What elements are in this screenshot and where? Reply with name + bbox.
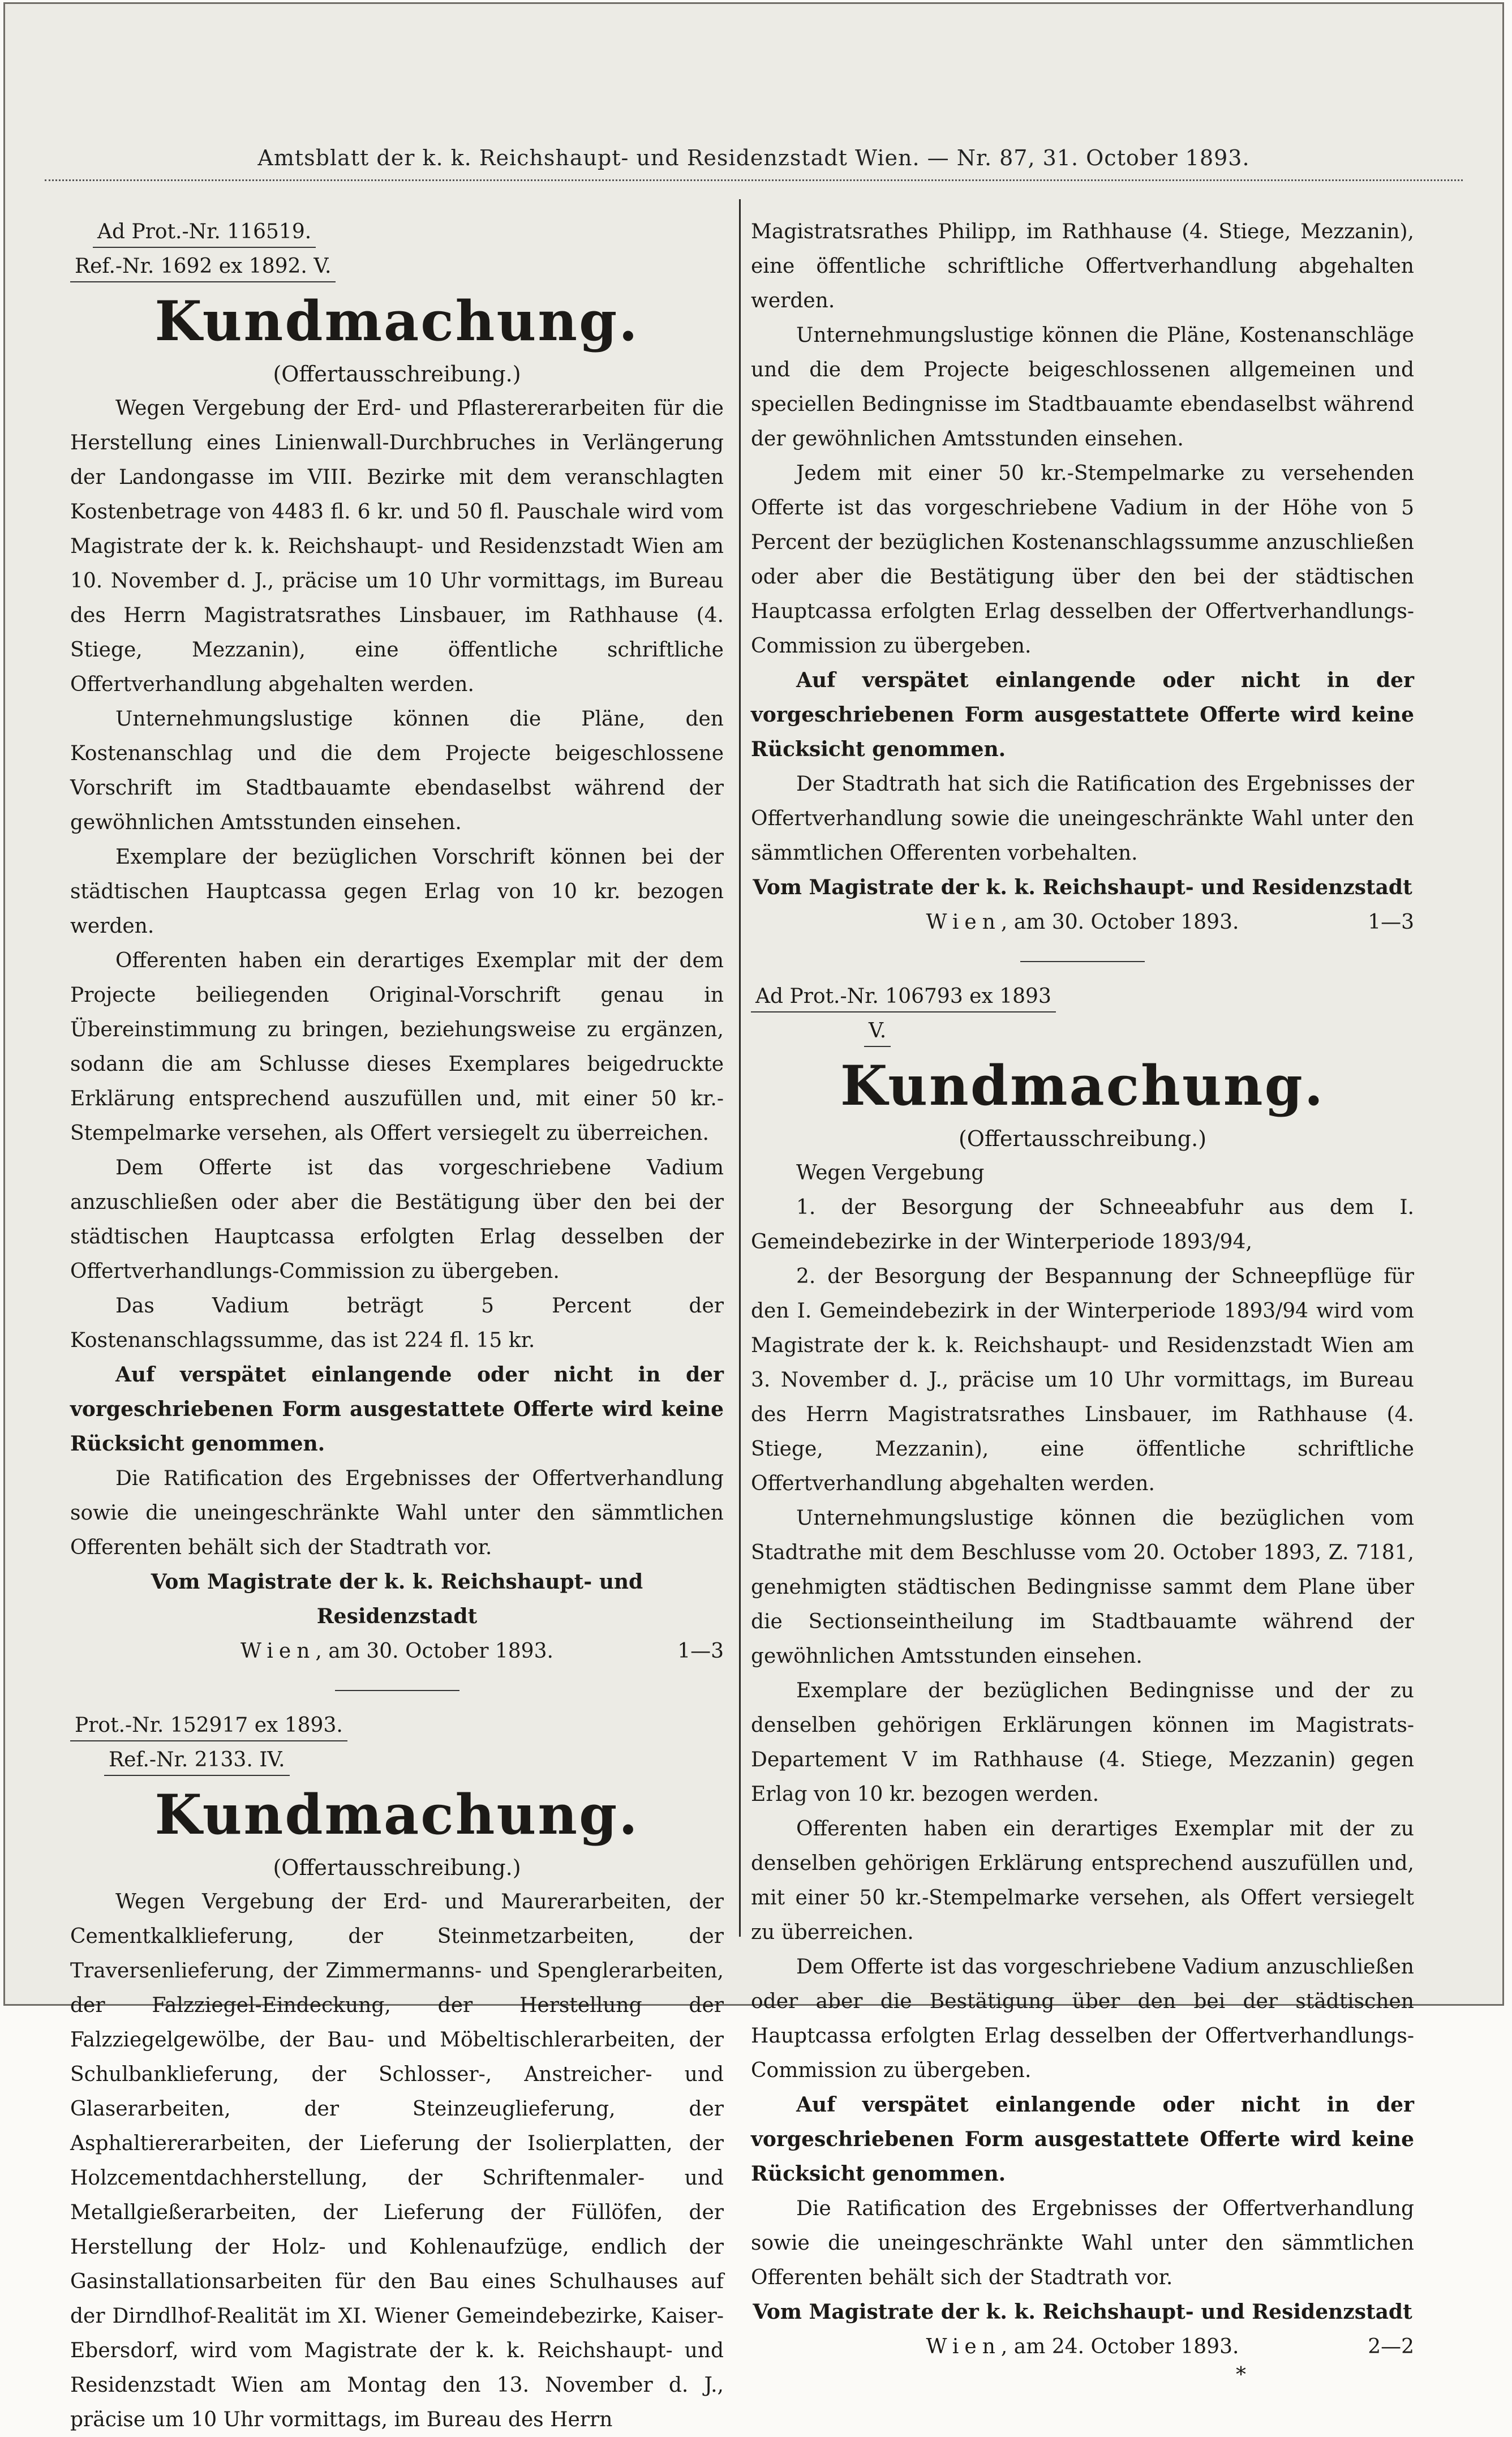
notice1-subtitle: (Offertausschreibung.) [273, 362, 521, 387]
notice3-title: Kundmachung. [840, 1054, 1325, 1118]
notice1-signature: Vom Magistrate der k. k. Reichshaupt- und Residenzstadt [151, 1570, 643, 1628]
notice2-subtitle: (Offertausschreibung.) [273, 1855, 521, 1880]
notice2-ref2: Ref.-Nr. 2133. IV. [104, 1745, 290, 1776]
notice1-date-rest: , am 30. October 1893. [315, 1640, 553, 1663]
notice1-paragraph: Auf verspätet einlangende oder nicht in der vorgeschriebenen Form ausgestattete Offerte wird keine Rücksicht genommen. [70, 1363, 724, 1456]
notice1-paragraph: Unternehmungslustige können die Pläne, den Kostenanschlag und die dem Projecte beigeschlossene Vorschrift im Stadtbauamte ebendaselbst während der gewöhnlichen Amtsstunden einsehen. [70, 707, 724, 834]
cont-date-rest: , am 30. October 1893. [1000, 911, 1239, 934]
notice1-refs [70, 214, 724, 284]
notice3-date [751, 2329, 1414, 2364]
cont-paragraph: Magistratsrathes Philipp, im Rathhause (4. Stiege, Mezzanin), eine öffentliche schriftliche Offertverhandlung abgehalten werden. [751, 220, 1414, 312]
notice1-title: Kundmachung. [154, 289, 639, 353]
notice1-ref2: Ref.-Nr. 1692 ex 1892. V. [70, 252, 336, 282]
notice1-paragraph: Die Ratification des Ergebnisses der Offertverhandlung sowie die uneingeschränkte Wahl unter den sämmtlichen Offerenten behält sich der Stadtrath vor. [70, 1467, 724, 1559]
notice1-paragraph: Dem Offerte ist das vorgeschriebene Vadium anzuschließen oder aber die Bestätigung über den bei der städtischen Hauptcassa erfolgten Erlag desselben der Offertverhandlungs-Commission zu übergeben. [70, 1156, 724, 1283]
right-column [751, 214, 1414, 2387]
notice3-signature: Vom Magistrate der k. k. Reichshaupt- und Residenzstadt [753, 2300, 1412, 2324]
notice3-date-rest: , am 24. October 1893. [1000, 2335, 1239, 2358]
notice3-paragraph: Unternehmungslustige können die bezüglichen vom Stadtrathe mit dem Beschlusse vom 20. October 1893, Z. 7181, genehmigten städtischen Bedingnisse sammt dem Plane über die Sectionseintheilung im Stadtbauamte während der gewöhnlichen Amtsstunden einsehen. [751, 1507, 1414, 1668]
notice3-date-city: Wien [926, 2335, 1001, 2358]
notice3-subtitle: (Offertausschreibung.) [958, 1126, 1207, 1151]
notice3-paragraph: Dem Offerte ist das vorgeschriebene Vadium anzuschließen oder aber die Bestätigung über den bei der städtischen Hauptcassa erfolgten Erlag desselben der Offertverhandlungs-Commission zu übergeben. [751, 1955, 1414, 2082]
header-rule [45, 174, 1463, 181]
cont-paragraph: Jedem mit einer 50 kr.-Stempelmarke zu versehenden Offerte ist das vorgeschriebene Vadium in der Höhe von 5 Percent der bezüglichen Kostenanschlagssumme anzuschließen oder aber die Bestätigung über den bei der städtischen Hauptcassa erfolgten Erlag desselben der Offertverhandlungs-Commission zu übergeben. [751, 462, 1414, 658]
cont-paragraph: Unternehmungslustige können die Pläne, Kostenanschläge und die dem Projecte beigeschlossenen allgemeinen und speciellen Bedingnisse im Stadtbauamte ebendaselbst während der gewöhnlichen Amtsstunden einsehen. [751, 324, 1414, 450]
notice3-paragraph: Offerenten haben ein derartiges Exemplar mit der zu denselben gehörigen Erklärung entsprechend auszufüllen und, mit einer 50 kr.-Stempelmarke versehen, als Offert versiegelt zu überreichen. [751, 1817, 1414, 1944]
separator [1020, 961, 1145, 962]
notice3-number: 2—2 [1368, 2335, 1414, 2358]
column-rule [739, 199, 741, 1937]
notice3-paragraph: 1. der Besorgung der Schneeabfuhr aus dem I. Gemeindebezirke in der Winterperiode 1893/94, [751, 1196, 1414, 1254]
notice1-date [70, 1634, 724, 1668]
notice1-paragraph: Das Vadium beträgt 5 Percent der Kostenanschlagssumme, das ist 224 fl. 15 kr. [70, 1294, 724, 1352]
cont-paragraph: Auf verspätet einlangende oder nicht in der vorgeschriebenen Form ausgestattete Offerte wird keine Rücksicht genommen. [751, 668, 1414, 761]
cont-date-city: Wien [926, 911, 1001, 934]
cont-number: 1—3 [1368, 911, 1414, 934]
notice3-paragraph: Exemplare der bezüglichen Bedingnisse und der zu denselben gehörigen Erklärungen können im Magistrats-Departement V im Rathhause (4. Stiege, Mezzanin) gegen Erlag von 10 kr. bezogen werden. [751, 1679, 1414, 1806]
notice1-paragraph: Offerenten haben ein derartiges Exemplar mit der dem Projecte beiliegenden Original-Vorschrift genau in Übereinstimmung zu bringen, beziehungsweise zu ergänzen, sodann die am Schlusse dieses Exemplares beigedruckte Erklärung entsprechend auszufüllen und, mit einer 50 kr.-Stempelmarke versehen, als Offert versiegelt zu überreichen. [70, 949, 724, 1145]
notice1-ref1: Ad Prot.-Nr. 116519. [93, 217, 316, 248]
notice3-paragraph: Wegen Vergebung [796, 1161, 985, 1185]
notice1-date-city: Wien [240, 1640, 316, 1663]
cont-date [751, 905, 1414, 939]
notice3-paragraph: Auf verspätet einlangende oder nicht in der vorgeschriebenen Form ausgestattete Offerte wird keine Rücksicht genommen. [751, 2093, 1414, 2186]
cont-signature: Vom Magistrate der k. k. Reichshaupt- und Residenzstadt [753, 876, 1412, 899]
notice3-paragraph: Die Ratification des Ergebnisses der Offertverhandlung sowie die uneingeschränkte Wahl unter den sämmtlichen Offerenten behält sich der Stadtrath vor. [751, 2197, 1414, 2289]
notice2-ref1: Prot.-Nr. 152917 ex 1893. [70, 1711, 347, 1741]
left-column [70, 214, 724, 2437]
notice2-title: Kundmachung. [154, 1783, 639, 1847]
notice1-paragraph: Wegen Vergebung der Erd- und Pflastererarbeiten für die Herstellung eines Linienwall-Durchbruches in Verlängerung der Landongasse im VIII. Bezirke mit dem veranschlagten Kostenbetrage von 4483 fl. 6 kr. und 50 fl. Pauschale wird vom Magistrate der k. k. Reichshaupt- und Residenzstadt Wien am 10. November d. J., präcise um 10 Uhr vormittags, im Bureau des Herrn Magistratsrathes Linsbauer, im Rathhause (4. Stiege, Mezzanin), eine öffentliche schriftliche Offertverhandlung abgehalten werden. [70, 397, 724, 696]
cont-paragraph: Der Stadtrath hat sich die Ratification des Ergebnisses der Offertverhandlung sowie die uneingeschränkte Wahl unter den sämmtlichen Offerenten vorbehalten. [751, 773, 1414, 865]
print-mark: * [1236, 2363, 1246, 2387]
notice2-refs [70, 1708, 724, 1777]
notice3-ref2: V. [864, 1016, 891, 1047]
notice3-refs [751, 979, 1414, 1048]
notice1-paragraph: Exemplare der bezüglichen Vorschrift können bei der städtischen Hauptcassa gegen Erlag von 10 kr. bezogen werden. [70, 846, 724, 938]
page-header: Amtsblatt der k. k. Reichshaupt- und Residenzstadt Wien. — Nr. 87, 31. October 1893. [257, 145, 1250, 170]
notice3-paragraph: 2. der Besorgung der Bespannung der Schneepflüge für den I. Gemeindebezirk in der Winterperiode 1893/94 wird vom Magistrate der k. k. Reichshaupt- und Residenzstadt Wien am 3. November d. J., präcise um 10 Uhr vormittags, im Bureau des Herrn Magistratsrathes Linsbauer, im Rathhause (4. Stiege, Mezzanin), eine öffentliche schriftliche Offertverhandlung abgehalten werden. [751, 1265, 1414, 1495]
notice1-number: 1—3 [677, 1640, 724, 1663]
notice2-paragraph: Wegen Vergebung der Erd- und Maurerarbeiten, der Cementkalklieferung, der Steinmetzarbeiten, der Traversenlieferung, der Zimmermanns- und Spenglerarbeiten, der Falzziegel-Eindeckung, der Herstellung der Falzziegelgewölbe, der Bau- und Möbeltischlerarbeiten, der Schulbanklieferung, der Schlosser-, Anstreicher- und Glaserarbeiten, der Steinzeuglieferung, der Asphaltiererarbeiten, der Lieferung der Isolierplatten, der Holzcementdachherstellung, der Schriftenmaler- und Metallgießerarbeiten, der Lieferung der Füllöfen, der Herstellung der Holz- und Kohlenaufzüge, endlich der Gasinstallationsarbeiten für den Bau eines Schulhauses auf der Dirndlhof-Realität im XI. Wiener Gemeindebezirke, Kaiser-Ebersdorf, wird vom Magistrate der k. k. Reichshaupt- und Residenzstadt Wien am Montag den 13. November d. J., präcise um 10 Uhr vormittags, im Bureau des Herrn [70, 1890, 724, 2431]
separator [335, 1690, 459, 1691]
newspaper-page [3, 2, 1504, 2431]
notice3-ref1: Ad Prot.-Nr. 106793 ex 1893 [751, 982, 1056, 1012]
